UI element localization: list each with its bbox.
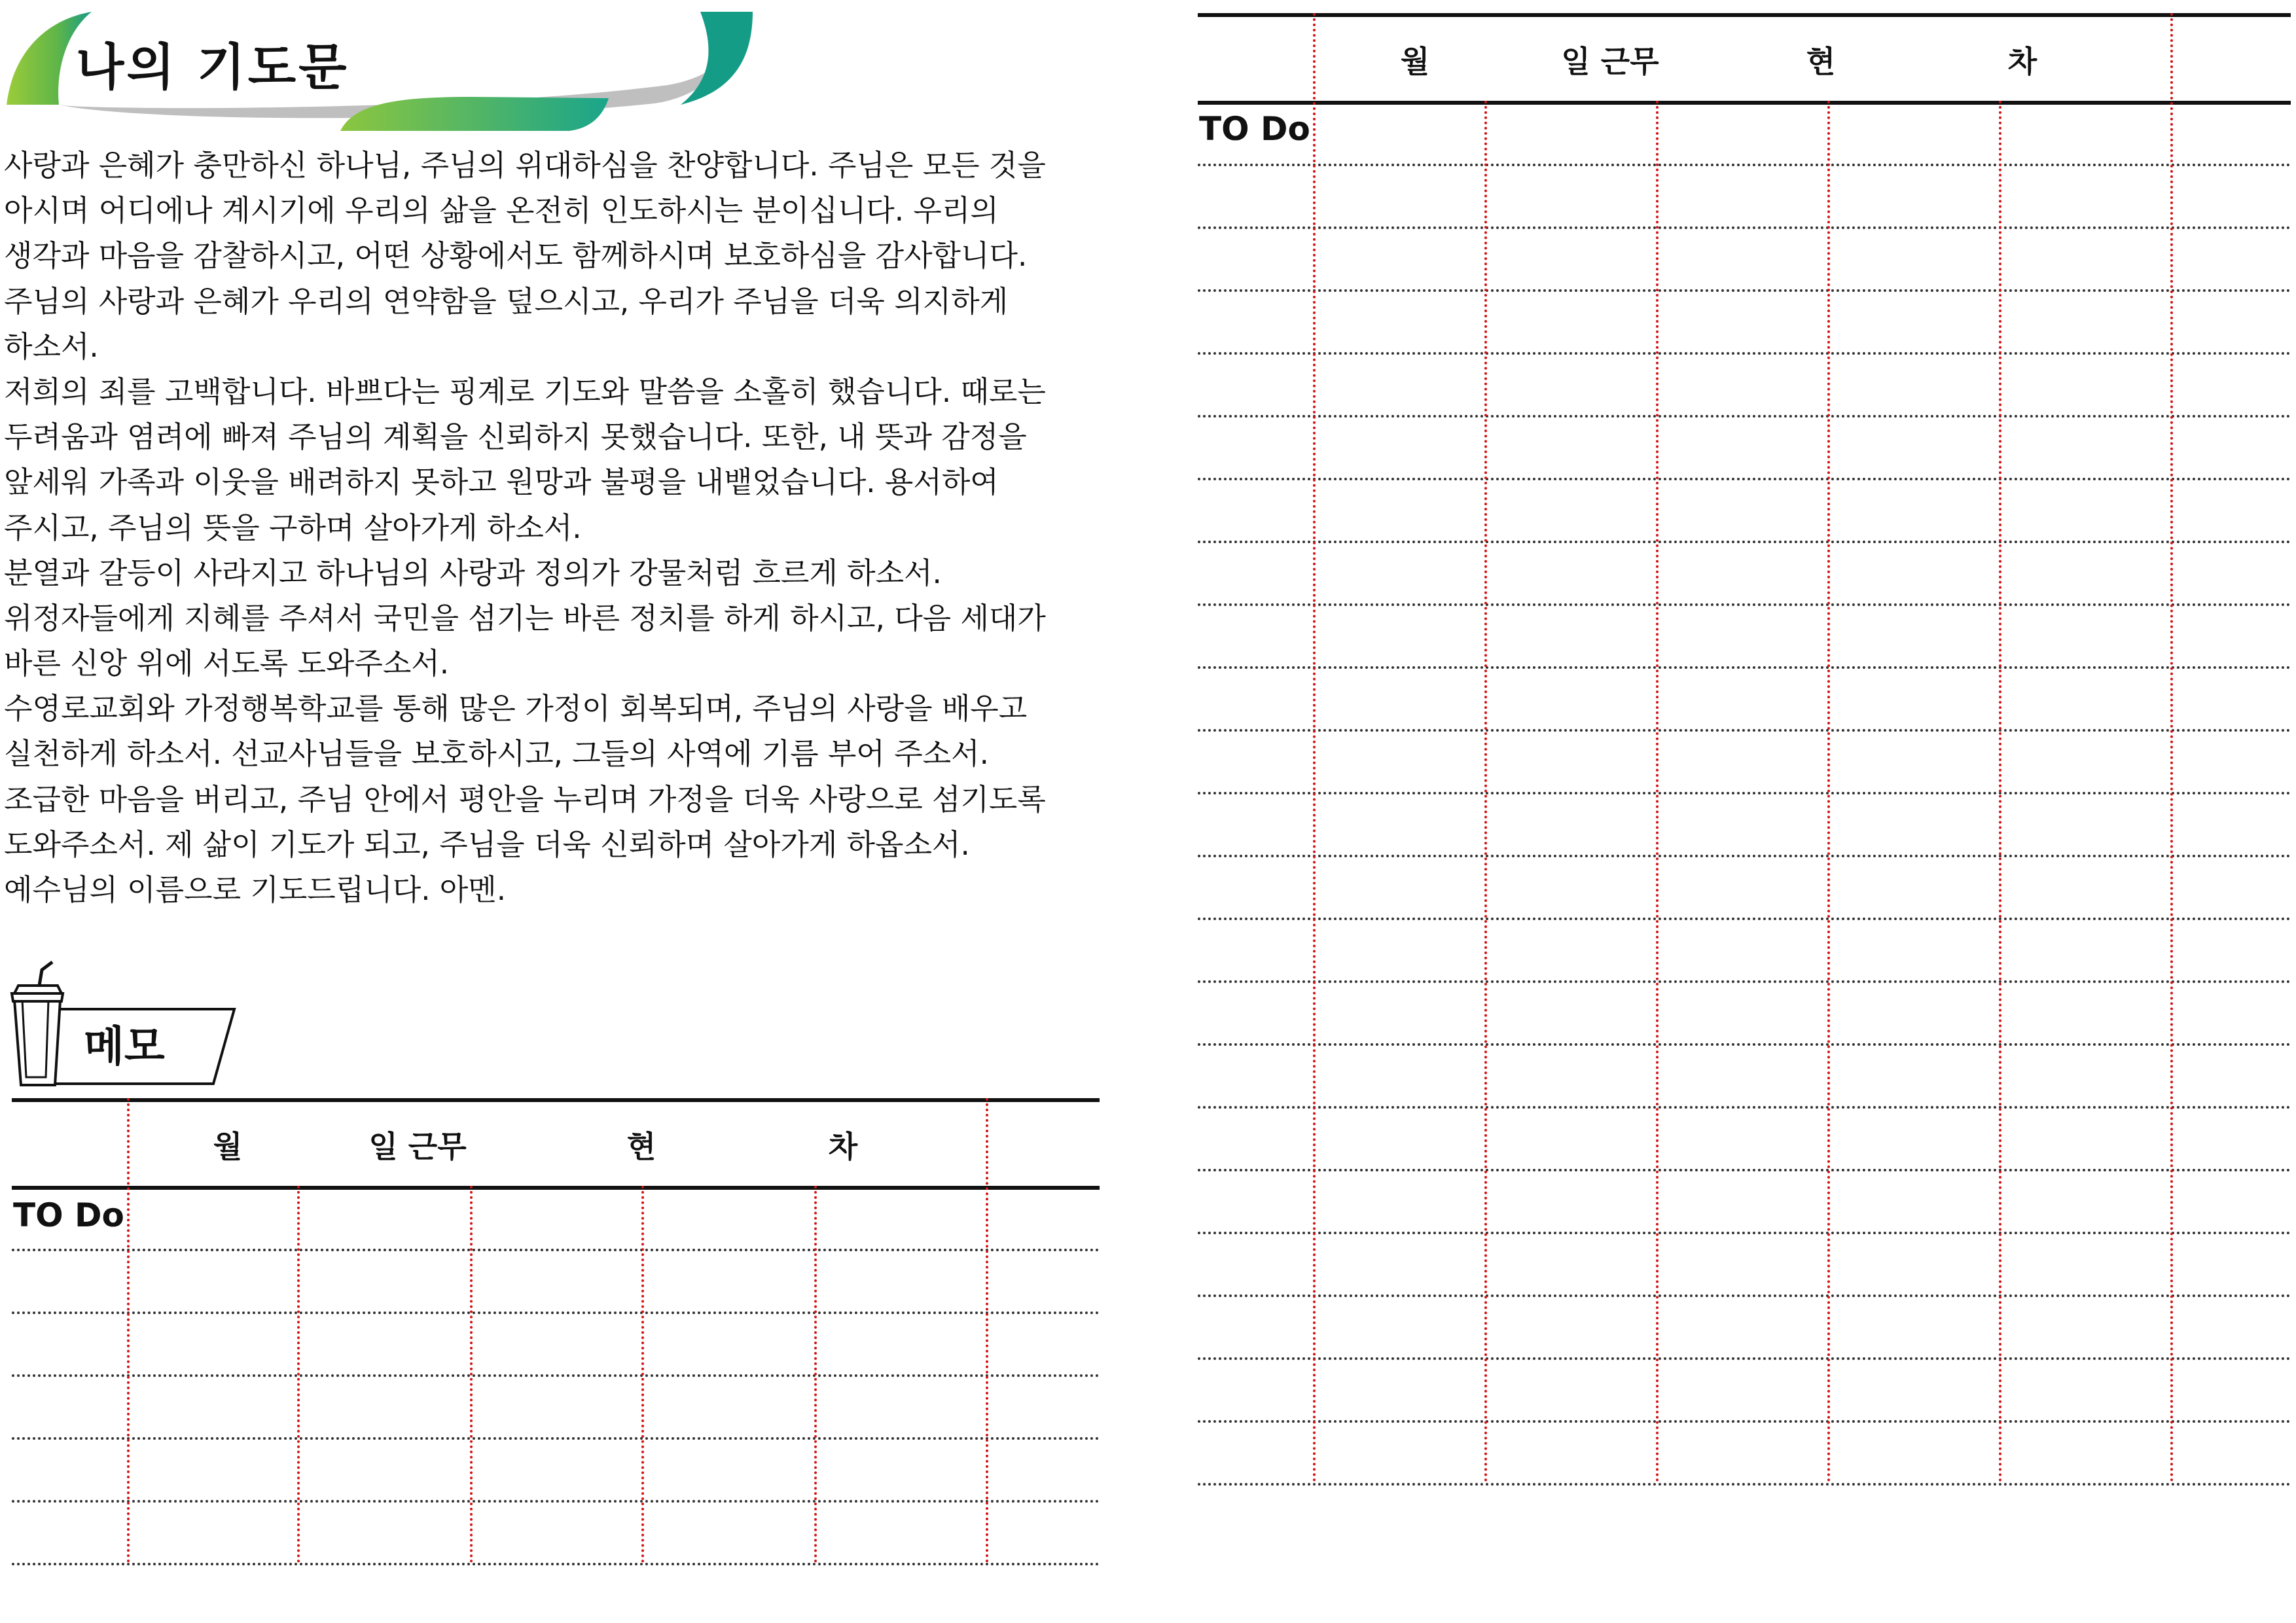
prayer-banner [0, 0, 772, 131]
header-hyeon: 현 [626, 1129, 656, 1164]
planner-right [1198, 13, 2291, 1610]
planner-row-rule [1198, 478, 2291, 480]
planner-left [12, 1098, 1100, 1569]
prayer-title: 나의 기도문 [76, 38, 350, 96]
planner-column-divider [641, 1186, 644, 1563]
header-month: 월 [1400, 44, 1430, 79]
planner-column-divider [1313, 13, 1316, 1483]
planner-row-rule [1198, 980, 2291, 983]
planner-row-rule [1198, 1232, 2291, 1234]
prayer-line: 실천하게 하소서. 선교사님들을 보호하시고, 그들의 사역에 기름 부어 주소서. [4, 736, 989, 772]
planner-column-divider [2170, 13, 2173, 1483]
prayer-line: 사랑과 은혜가 충만하신 하나님, 주님의 위대하심을 찬양합니다. 주님은 모든 것을 [4, 148, 1046, 183]
planner-row-rule [12, 1374, 1100, 1377]
planner-row-rule [1198, 352, 2291, 355]
planner-column-divider [1656, 101, 1659, 1483]
header-day-work: 일 근무 [1561, 44, 1659, 79]
planner-column-divider [470, 1186, 473, 1563]
planner-row-rule [12, 1500, 1100, 1503]
planner-row-rule [12, 1249, 1100, 1251]
planner-top-rule [12, 1098, 1100, 1102]
prayer-line: 저희의 죄를 고백합니다. 바쁘다는 핑계로 기도와 말씀을 소홀히 했습니다. 때로는 [4, 374, 1046, 409]
prayer-line: 앞세워 가족과 이웃을 배려하지 못하고 원망과 불평을 내뱉었습니다. 용서하여 [4, 465, 999, 500]
planner-row-rule [12, 1437, 1100, 1440]
prayer-line: 수영로교회와 가정행복학교를 통해 많은 가정이 회복되며, 주님의 사랑을 배우고 [4, 691, 1028, 726]
planner-row-rule [1198, 918, 2291, 920]
planner-column-divider [986, 1098, 988, 1563]
prayer-line: 주시고, 주님의 뜻을 구하며 살아가게 하소서. [4, 510, 582, 545]
prayer-line: 조급한 마음을 버리고, 주님 안에서 평안을 누리며 가정을 더욱 사랑으로 섬기도록 [4, 781, 1046, 817]
planner-column-divider [1999, 101, 2001, 1483]
prayer-line: 위정자들에게 지혜를 주셔서 국민을 섬기는 바른 정치를 하게 하시고, 다음 세대가 [4, 600, 1046, 635]
planner-row-rule [1198, 415, 2291, 418]
header-cha: 차 [828, 1129, 858, 1164]
planner-row-rule [1198, 1420, 2291, 1423]
planner-column-divider [814, 1186, 817, 1563]
header-cha: 차 [2007, 44, 2037, 79]
memo-heading [9, 961, 245, 1092]
planner-row-rule [1198, 1169, 2291, 1171]
planner-row-rule [1198, 1483, 2291, 1486]
planner-header-rule [1198, 101, 2291, 105]
planner-row-rule [1198, 289, 2291, 292]
header-hyeon: 현 [1806, 44, 1836, 79]
planner-row-rule [1198, 1106, 2291, 1109]
planner-header-rule [12, 1186, 1100, 1190]
header-month: 월 [213, 1129, 243, 1164]
prayer-line: 아시며 어디에나 계시기에 우리의 삶을 온전히 인도하시는 분이십니다. 우리의 [4, 193, 999, 228]
planner-column-divider [127, 1098, 130, 1563]
prayer-line: 분열과 갈등이 사라지고 하나님의 사랑과 정의가 강물처럼 흐르게 하소서. [4, 555, 942, 590]
prayer-line: 바른 신앙 위에 서도록 도와주소서. [4, 646, 450, 681]
planner-row-rule [1198, 1357, 2291, 1360]
planner-row-rule [1198, 603, 2291, 606]
prayer-line: 두려움과 염려에 빠져 주님의 계획을 신뢰하지 못했습니다. 또한, 내 뜻과 감정을 [4, 419, 1027, 455]
planner-column-divider [1484, 101, 1487, 1483]
prayer-text [4, 143, 1090, 912]
planner-row-rule [12, 1563, 1100, 1565]
planner-row-rule [1198, 666, 2291, 669]
header-day-work: 일 근무 [368, 1129, 467, 1164]
prayer-line: 도와주소서. 제 삶이 기도가 되고, 주님을 더욱 신뢰하며 살아가게 하옵소서. [4, 827, 970, 862]
planner-column-divider [1827, 101, 1830, 1483]
planner-row-rule [1198, 1294, 2291, 1297]
planner-row-rule [1198, 1043, 2291, 1046]
planner-row-rule [1198, 164, 2291, 166]
planner-row-rule [1198, 226, 2291, 229]
todo-label: TO Do [1199, 110, 1310, 148]
planner-column-divider [297, 1186, 300, 1563]
planner-row-rule [1198, 541, 2291, 543]
planner-row-rule [12, 1311, 1100, 1314]
prayer-line: 생각과 마음을 감찰하시고, 어떤 상황에서도 함께하시며 보호하심을 감사합니다. [4, 238, 1028, 274]
planner-top-rule [1198, 13, 2291, 17]
prayer-line: 예수님의 이름으로 기도드립니다. 아멘. [4, 872, 507, 907]
planner-row-rule [1198, 855, 2291, 857]
memo-label: 메모 [84, 1023, 165, 1071]
planner-row-rule [1198, 792, 2291, 794]
planner-row-rule [1198, 729, 2291, 732]
prayer-line: 하소서. [4, 329, 99, 364]
prayer-line: 주님의 사랑과 은혜가 우리의 연약함을 덮으시고, 우리가 주님을 더욱 의지하게 [4, 283, 1009, 319]
todo-label: TO Do [13, 1196, 124, 1234]
